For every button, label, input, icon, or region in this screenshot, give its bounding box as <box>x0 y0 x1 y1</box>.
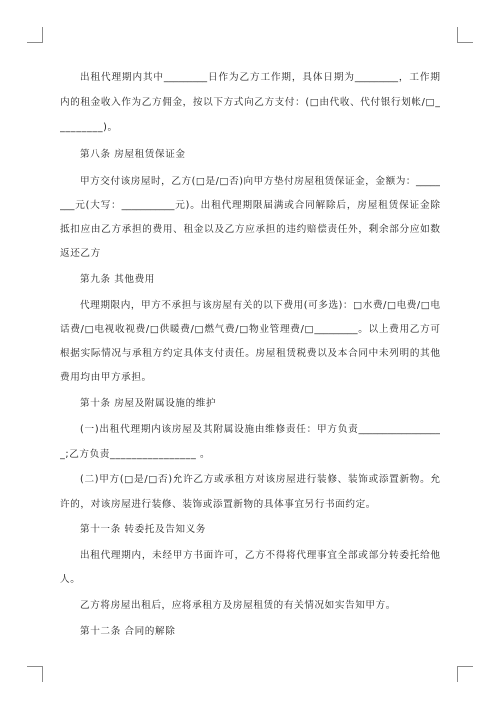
clause-12-heading: 第十二条 合同的解除 <box>80 626 176 637</box>
crop-mark-line <box>42 666 43 682</box>
clause-9-heading: 第九条 其他费用 <box>80 274 156 285</box>
clause-10-item-2-line: (二)甲方(□是/□否)允许乙方或承租方对该房屋进行装修、装饰或添置新物。允 <box>80 474 440 485</box>
clause-11-paragraph-2-line: 乙方将房屋出租后，应将承租方及房屋租赁的有关情况如实告知甲方。 <box>80 600 397 611</box>
crop-mark-line <box>457 666 473 667</box>
crop-mark-line <box>457 42 473 43</box>
crop-mark-line <box>42 27 43 43</box>
clause-8-text-line: 返还乙方 <box>60 248 101 259</box>
intro-text-line: 内的租金收入作为乙方佣金，按以下方式向乙方支付：(□由代收、代付银行划帐/□_ <box>60 97 440 108</box>
intro-text-line: 出租代理期内其中_________日作为乙方工作期，具体日期为_________，工作期 <box>80 72 440 83</box>
crop-mark-line <box>27 42 43 43</box>
clause-9-text-line: 根据实际情况与承租方约定具体支付责任。房屋租赁税费以及本合同中未列明的其他 <box>60 348 440 359</box>
clause-8-text-line: 甲方交付该房屋时，乙方(□是/□否)向甲方垫付房屋租赁保证金，金额为：_____ <box>80 176 440 187</box>
crop-mark-line <box>457 27 458 43</box>
clause-10-item-1-line: _;乙方负责________________ 。 <box>60 449 211 460</box>
clause-9-text-line: 费用均由甲方承担。 <box>60 372 152 383</box>
clause-8-text-line: ___元(大写：___________元)。出租代理期限届满或合同解除后，房屋租赁保证金除 <box>60 200 440 211</box>
intro-text-line: ________)。 <box>60 122 118 133</box>
clause-10-item-2-line: 许的，对该房屋进行装修、装饰或添置新物的具体事宜另行书面约定。 <box>60 499 377 510</box>
clause-11-paragraph-1-line: 人。 <box>60 574 81 585</box>
clause-10-item-1-line: (一)出租代理期内该房屋及其附属设施由维修责任：甲方负责_________________ <box>80 424 440 435</box>
clause-9-text-line: 代理期限内，甲方不承担与该房屋有关的以下费用(可多选)：□水费/□电费/□电 <box>80 300 440 311</box>
crop-mark-line <box>27 666 43 667</box>
crop-mark-line <box>457 666 458 682</box>
clause-8-text-line: 抵扣应由乙方承担的费用、租金以及乙方应承担的违约赔偿责任外，剩余部分应如数 <box>60 224 440 235</box>
clause-8-heading: 第八条 房屋租赁保证金 <box>80 149 186 160</box>
clause-10-heading: 第十条 房屋及附属设施的维护 <box>80 398 217 409</box>
clause-9-text-line: 话费/□电视收视费/□供暖费/□燃气费/□物业管理费/□_________。以上费用乙方可 <box>60 324 440 335</box>
clause-11-paragraph-1-line: 出租代理期内，未经甲方书面许可，乙方不得将代理事宜全部或部分转委托给他 <box>80 550 440 561</box>
clause-11-heading: 第十一条 转委托及告知义务 <box>80 524 206 535</box>
